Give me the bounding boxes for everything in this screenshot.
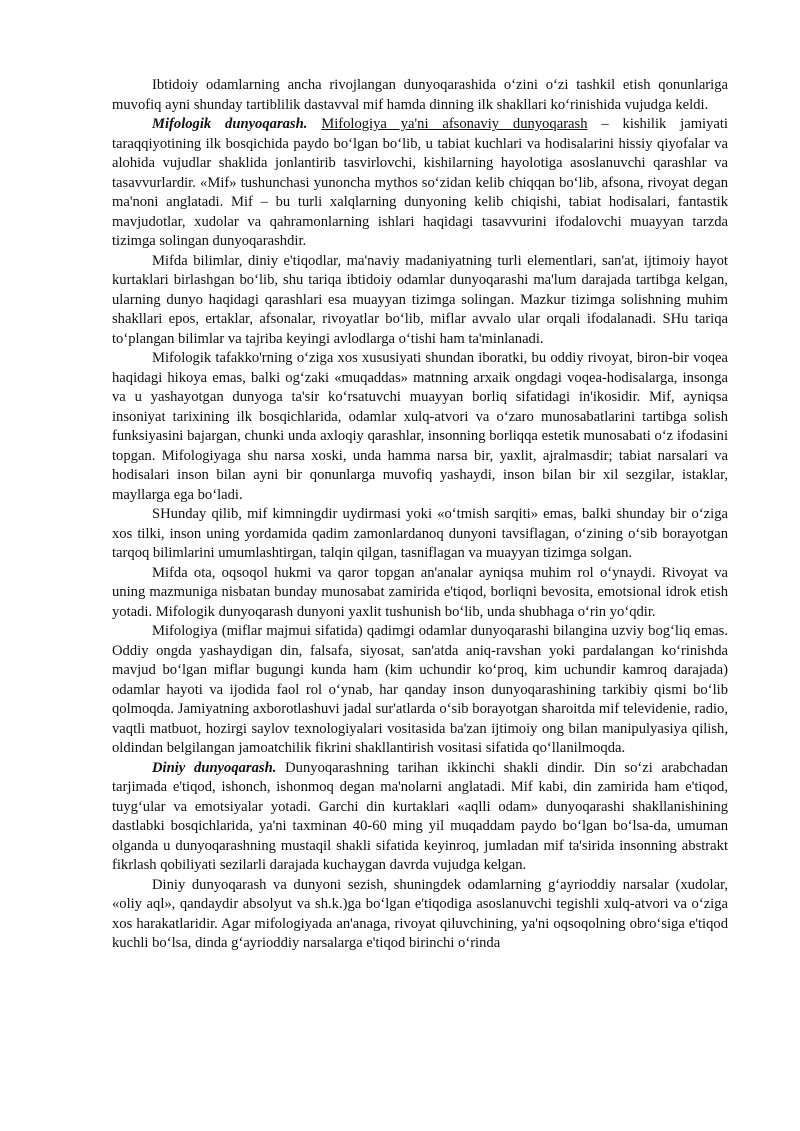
paragraph-mythological-worldview xyxy=(112,115,728,252)
paragraph-traditions xyxy=(112,564,728,623)
section-heading: Mifologik dunyoqarash. xyxy=(152,116,308,132)
paragraph-text: Ibtidoiy odamlarning ancha rivojlangan dunyoqarashida o‘zini o‘zi tashkil etish qonunlariga muvofiq ayni shunday tartiblilik dastavval mif hamda dinning ilk shakllari ko‘rinishida vujudga keldi. xyxy=(112,77,728,113)
paragraph-text: – kishilik jamiyati taraqqiyotining ilk bosqichida paydo bo‘lgan bo‘lib, u tabiat kuchlari va hodisalarini hissiy qiyofalar va alohida vujudlar shaklida jonlantirib tasvirlovchi, kishilarning hayolotiga asoslanuvchi qarashlar va tasavvurlardir. «Mif» tushunchasi yunoncha mythos so‘zidan kelib chiqqan bo‘lib, afsona, rivoyat degan ma'noni anglatadi. Mif – bu turli xalqlarning dunyoning kelib chiqishi, tabiat hodisalari, fantastik mavjudotlar, xudolar va qahramonlarning ishlari haqidagi tasavvurini ifodalovchi muayyan tarzda tizimga solingan dunyoqarashdir. xyxy=(112,116,728,249)
paragraph-text: Mifologik tafakko'rning o‘ziga xos xususiyati shundan iboratki, bu oddiy rivoyat, biron-bir voqea haqidagi hikoya emas, balki og‘zaki «muqaddas» matnning arxaik ongdagi voqea-hodisalarga, insonga va u yashayotgan dunyoga ta'sir ko‘rsatuvchi muayyan borliq sifatidagi in'ikosidir. Mif, ayniqsa insoniyat tarixining ilk bosqichlarida, odamlar xulq-atvori va o‘zaro munosabatlarini tartibga solish funksiyasini bajargan, chunki unda axloqiy qarashlar, insonning borliqqa estetik munosabati o‘z ifodasini topgan. Mifologiyaga shu narsa xoski, unda hamma narsa bir, yaxlit, ajralmasdir; tabiat narsalari va hodisalari inson bilan ayni bir qonunlarga muvofiq yashaydi, inson bilan bir xil sezgilar, istaklar, mayllarga ega bo‘ladi. xyxy=(112,350,728,503)
paragraph-religious-worldview xyxy=(112,759,728,876)
paragraph-text: Mifda ota, oqsoqol hukmi va qaror topgan an'analar ayniqsa muhim rol o‘ynaydi. Rivoyat va uning mazmuniga nisbatan bunday munosabat zamirida e'tiqod, borliqni bevosita, emotsional idrok etish yotadi. Mifologik dunyoqarash dunyoni yaxlit tushunish bo‘lib, unda shubhaga o‘rin yo‘qdir. xyxy=(112,564,728,620)
paragraph-myth-language xyxy=(112,505,728,564)
paragraph-text: Diniy dunyoqarash va dunyoni sezish, shuningdek odamlarning g‘ayrioddiy narsalar (xudolar, «oliy aql», qandaydir absolyut va sh.k.)ga bo‘lgan e'tiqodiga asoslanuvchi tegishli xulq-atvori va o‘ziga xos harakatlaridir. Agar mifologiyada an'anaga, rivoyat qiluvchining, ya'ni oqsoqolning obro‘siga e'tiqod kuchli bo‘lsa, dinda g‘ayrioddiy narsalarga e'tiqod birinchi o‘rinda xyxy=(112,876,728,951)
paragraph-myth-thinking xyxy=(112,349,728,505)
paragraph-religious-behavior xyxy=(112,876,728,954)
paragraph-text: Dunyoqarashning tarihan ikkinchi shakli dindir. Din so‘zi arabchadan tarjimada e'tiqod, ishonch, ishonmoq degan ma'nolarni anglatadi. Mif kabi, din zamirida ham e'tiqod, tuyg‘ular va emotsiyalar yotadi. Garchi din kurtaklari «aqlli odam» dunyoqarashi shakllanishining dastlabki bosqichlarida, ya'ni taxminan 40-60 ming yil muqaddam paydo bo‘lgan bo‘lsa-da, umuman olganda u dunyoqarashning mustaqil shakli sifatida keyinroq, jumladan mif ta'sirida insonning abstrakt fikrlash qobiliyati sezilarli darajada kuchaygan davrda vujudga kelgan. xyxy=(112,759,728,873)
underlined-term: Mifologiya ya'ni afsonaviy dunyoqarash xyxy=(321,116,588,132)
section-heading: Diniy dunyoqarash. xyxy=(152,759,277,776)
paragraph-text: SHunday qilib, mif kimningdir uydirmasi yoki «o‘tmish sarqiti» emas, balki shunday bir o‘ziga xos tilki, inson uning yordamida qadim zamonlardanoq dunyoni tavsiflagan, o‘zining o‘sib borayotgan tarqoq bilimlarini umumlashtirgan, talqin qilgan, tasniflagan va muayyan tizimga solgan. xyxy=(112,506,728,561)
paragraph-text: Mifologiya (miflar majmui sifatida) qadimgi odamlar dunyoqarashi bilangina uzviy bog‘liq emas. Oddiy ongda yashaydigan din, falsafa, siyosat, san'atda aniq-ravshan yoki pardalangan ko‘rinishda mavjud bo‘lgan miflar bugungi kunda ham (kim uchundir ko‘proq, kim uchundir kamroq darajada) odamlar hayoti va ijodida faol rol o‘ynab, har qanday inson dunyoqarashining tarkibiy qismi bo‘lib qolmoqda. Jamiyatning axborotlashuvi jadal sur'atlarda o‘sib borayotgan sharoitda mif televidenie, radio, vaqtli matbuot, hozirgi saylov texnologiyalari vositasida ba'zan ijtimoiy ong bilan manipulyasiya qilish, oldindan belgilangan jamoatchilik fikrini shakllantirish vositasi sifatida qo‘llanilmoqda. xyxy=(112,623,728,756)
document-page xyxy=(112,76,728,954)
paragraph-modern-myths xyxy=(112,622,728,759)
paragraph-intro xyxy=(112,76,728,115)
paragraph-myth-knowledge xyxy=(112,252,728,350)
paragraph-text: Mifda bilimlar, diniy e'tiqodlar, ma'naviy madaniyatning turli elementlari, san'at, ijtimoiy hayot kurtaklari birlashgan bo‘lib, shu tariqa ibtidoiy odamlar dunyoqarashi ma'lum darajada tartibga kelgan, ularning dunyo haqidagi qarashlari esa muayyan tizimga solingan. Mazkur tizimga solishning muhim shakllari epos, ertaklar, afsonalar, rivoyatlar bo‘lib, miflar avvalo ular orqali ifodalanadi. SHu tariqa to‘plangan bilimlar va tajriba keyingi avlodlarga o‘tishi ham ta'minlanadi. xyxy=(112,252,728,347)
